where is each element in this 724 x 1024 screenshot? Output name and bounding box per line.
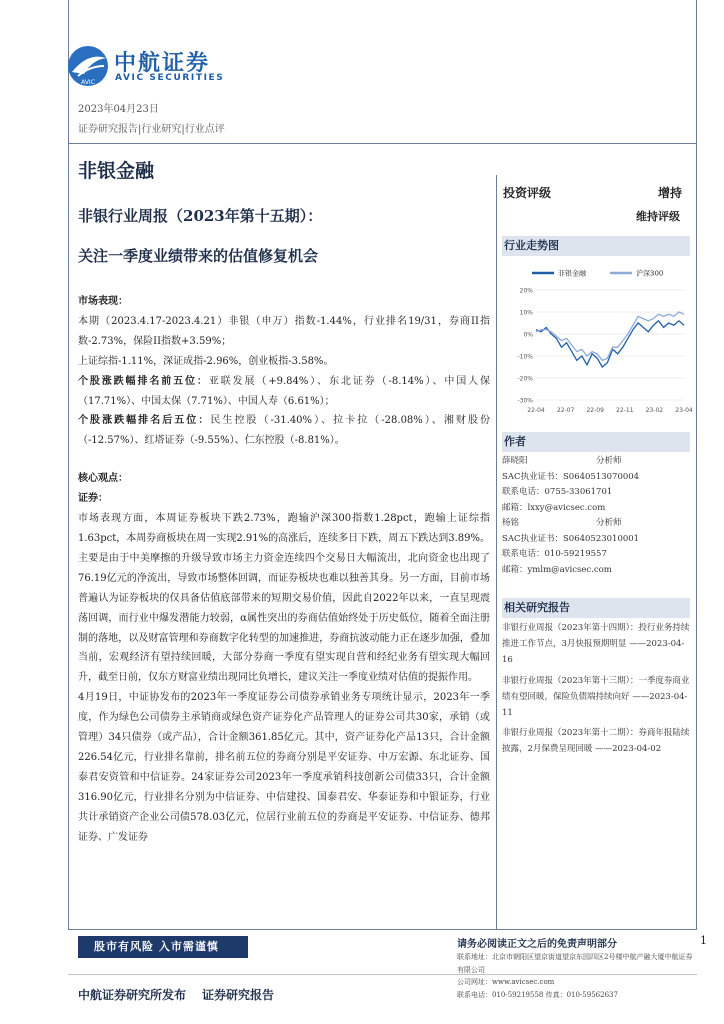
related-reports-heading: 相关研究报告 <box>502 598 690 618</box>
contact-line: 联系地址：北京市朝阳区望京街道望京东园四区2号楼中航产融大厦中航证券有限公司 <box>457 953 693 974</box>
chart-series-line <box>536 321 684 367</box>
chart-y-tick-label: 20% <box>519 287 533 295</box>
author-row: 邮箱：lxxy@avicsec.com <box>502 502 606 513</box>
footer-publisher <box>78 986 290 1003</box>
author-row: 联系电话：010-59219557 <box>502 549 607 559</box>
author-row: SAC执业证书：S0640523010001 <box>502 533 640 544</box>
securities-paragraph-1: 市场表现方面，本周证券板块下跌2.73%，跑输沪深300指数1.28pct，跑输上证综指1.63pct，本周券商板块在周一实现2.91%的高涨后，连续多日下跌，周五下跌达到3.89%。主要是由于中美摩擦的升级导致市场主力资金连续四个交易日大幅流出，北向资金也出现了76.19亿元的净流出，导致市场整体回调，而证券板块也难以独善其身。另一方面，目前市场普遍认为证券板块的仅具备估值底部带来的短期交易价值，因此自2022年以来，一直呈现震荡回调，而行业中爆发潜能力较弱，α属性突出的券商估值始终处于历史低位，随着全面注册制的落地，以及财富管理和券商数字化转型的加速推进，券商抗波动能力正在逐步加强，叠加当前，宏观经济有望持续回暖，大部分券商一季度有望实现自营和经纪业务有望实现大幅回升，截至日前，仅东方财富业绩出现同比负增长，建议关注一季度业绩对估值的提振作用。 <box>78 513 490 684</box>
publisher-name: 中航证券研究所发布 <box>78 988 187 1002</box>
author-role: 分析师 <box>596 518 622 528</box>
report-title-line2: 关注一季度业绩带来的估值修复机会 <box>78 247 319 265</box>
chart-y-tick-label: 10% <box>519 309 533 317</box>
chart-x-tick-label: 22-04 <box>527 407 545 414</box>
core-heading: 核心观点： <box>78 473 128 485</box>
author-row: SAC执业证书：S0640513070004 <box>502 471 640 482</box>
industry-trend-chart <box>502 262 693 422</box>
author-row <box>502 454 692 470</box>
rating-sub: 维持评级 <box>636 210 680 223</box>
rating-label: 投资评级 <box>503 186 552 200</box>
chart-series-line <box>536 312 684 360</box>
securities-heading: 证券： <box>78 493 108 505</box>
breadcrumb: 证券研究报告|行业研究|行业点评 <box>78 124 225 135</box>
author-row <box>502 516 692 532</box>
disclaimer-notice: 请务必阅读正文之后的免责声明部分 <box>457 939 617 950</box>
market-paragraph-1: 本期（2023.4.17-2023.4.21）非银（申万）指数-1.44%，行业排名19/31，券商II指数-2.73%，保险II指数+3.59%； <box>78 315 490 347</box>
left-vertical-rule <box>68 0 69 930</box>
company-name-cn: 中航证券 <box>114 51 211 76</box>
chart-y-tick-label: 0% <box>523 331 533 339</box>
sector-title: 非银金融 <box>78 160 155 182</box>
trend-chart-heading: 行业走势图 <box>502 236 690 256</box>
header-rule <box>68 143 697 144</box>
logo-badge: AVIC <box>81 79 95 86</box>
contact-line: 联系电话：010-59219558 传真：010-59562637 <box>457 990 618 999</box>
chart-legend-label: 非银金融 <box>558 269 586 278</box>
top-losers <box>78 411 490 451</box>
author-heading: 作者 <box>502 432 690 452</box>
author-name: 杨铭 <box>502 518 520 528</box>
chart-x-tick-label: 23-04 <box>675 407 693 414</box>
related-report-item[interactable]: 非银行业周报（2023年第十二期）：券商年报陆续披露，2月保费呈现回暖 ——2023-04-02 <box>502 728 690 755</box>
company-name-en: AVIC SECURITIES <box>115 73 225 83</box>
chart-legend-label: 沪深300 <box>636 269 664 278</box>
chart-y-tick-label: -10% <box>517 353 533 361</box>
report-type: 证券研究报告 <box>202 988 275 1002</box>
chart-x-tick-label: 22-11 <box>616 407 634 414</box>
plane-emblem-icon <box>66 44 110 88</box>
chart-x-tick-label: 22-07 <box>556 407 575 414</box>
footer-rule <box>68 929 697 930</box>
chart-x-tick-label: 22-09 <box>586 407 604 414</box>
related-report-item[interactable]: 非银行业周报（2023年第十三期）：一季度券商业绩有望回暖，保险负债端持续向好 ——2023-04-11 <box>502 675 690 719</box>
chart-x-tick-label: 23-02 <box>645 407 664 414</box>
contact-line: 公司网址：www.avicsec.com <box>457 978 555 986</box>
risk-warning-banner: 股市有风险 入市需谨慎 <box>78 936 248 958</box>
report-body <box>78 292 490 847</box>
related-reports-list <box>502 620 692 762</box>
chart-y-tick-label: -20% <box>517 375 533 383</box>
contact-info <box>457 951 693 1001</box>
report-title-line1: 非银行业周报（2023年第十五期）： <box>78 207 323 225</box>
top-gainers-label: 个股涨跌幅排名前五位： <box>78 375 209 387</box>
author-role: 分析师 <box>596 456 622 466</box>
page-number: 1 <box>700 934 707 947</box>
top-gainers <box>78 372 490 412</box>
chart-y-tick-label: -30% <box>517 397 533 405</box>
securities-paragraph-2: 4月19日，中证协发布的2023年一季度证券公司债券承销业务专项统计显示，2023年一季度，作为绿色公司债券主承销商或绿色资产证券化产品管理人的证券公司共30家，承销（或管理）34只债券（或产品），合计金额361.85亿元。其中，资产证券化产品13只，合计金额226.54亿元，行业排名靠前，排名前五位的券商分别是平安证券、中万宏源、东北证券、国泰君安资管和中信证券。24家证券公司2023年一季度承销科技创新公司债33只，合计金额316.90亿元，行业排名分别为中信证券、中信建投、国泰君安、华泰证券和中银证券，行业共计承销资产企业公司债578.03亿元，位居行业前五位的券商是平安证券、中信证券、德邦证券、广发证券 <box>78 692 490 843</box>
right-vertical-rule <box>696 0 697 930</box>
related-report-item[interactable]: 非银行业周报（2023年第十四期）：投行业务持续推进工作节点，3月快报预期明显 ——2023-04-16 <box>502 623 690 666</box>
column-divider <box>496 175 497 930</box>
author-info <box>502 454 692 578</box>
rating-value: 增持 <box>658 186 683 200</box>
market-heading: 市场表现： <box>78 296 128 307</box>
company-logo <box>66 44 246 90</box>
top-losers-label: 个股涨跌幅排名后五位： <box>78 415 211 427</box>
author-row: 联系电话：0755-33061701 <box>502 487 613 497</box>
author-name: 薛晓阳 <box>502 456 528 466</box>
market-paragraph-2: 上证综指-1.11%，深证成指-2.96%，创业板指-3.58%。 <box>78 355 334 367</box>
top-losers-list: 民生控股（-31.40%）、拉卡拉（-28.08%）、湘财股份（-12.57%）、红塔证券（-9.55%）、仁东控股（-8.81%）。 <box>78 415 490 447</box>
author-row: 邮箱：ymlm@avicsec.com <box>502 564 612 575</box>
top-gainers-list: 亚联发展（+9.84%）、东北证券（-8.14%）、中国人保（17.71%）、中国太保（7.71%）、中国人寿（6.61%）； <box>78 375 491 407</box>
report-date: 2023年04月23日 <box>78 104 159 115</box>
